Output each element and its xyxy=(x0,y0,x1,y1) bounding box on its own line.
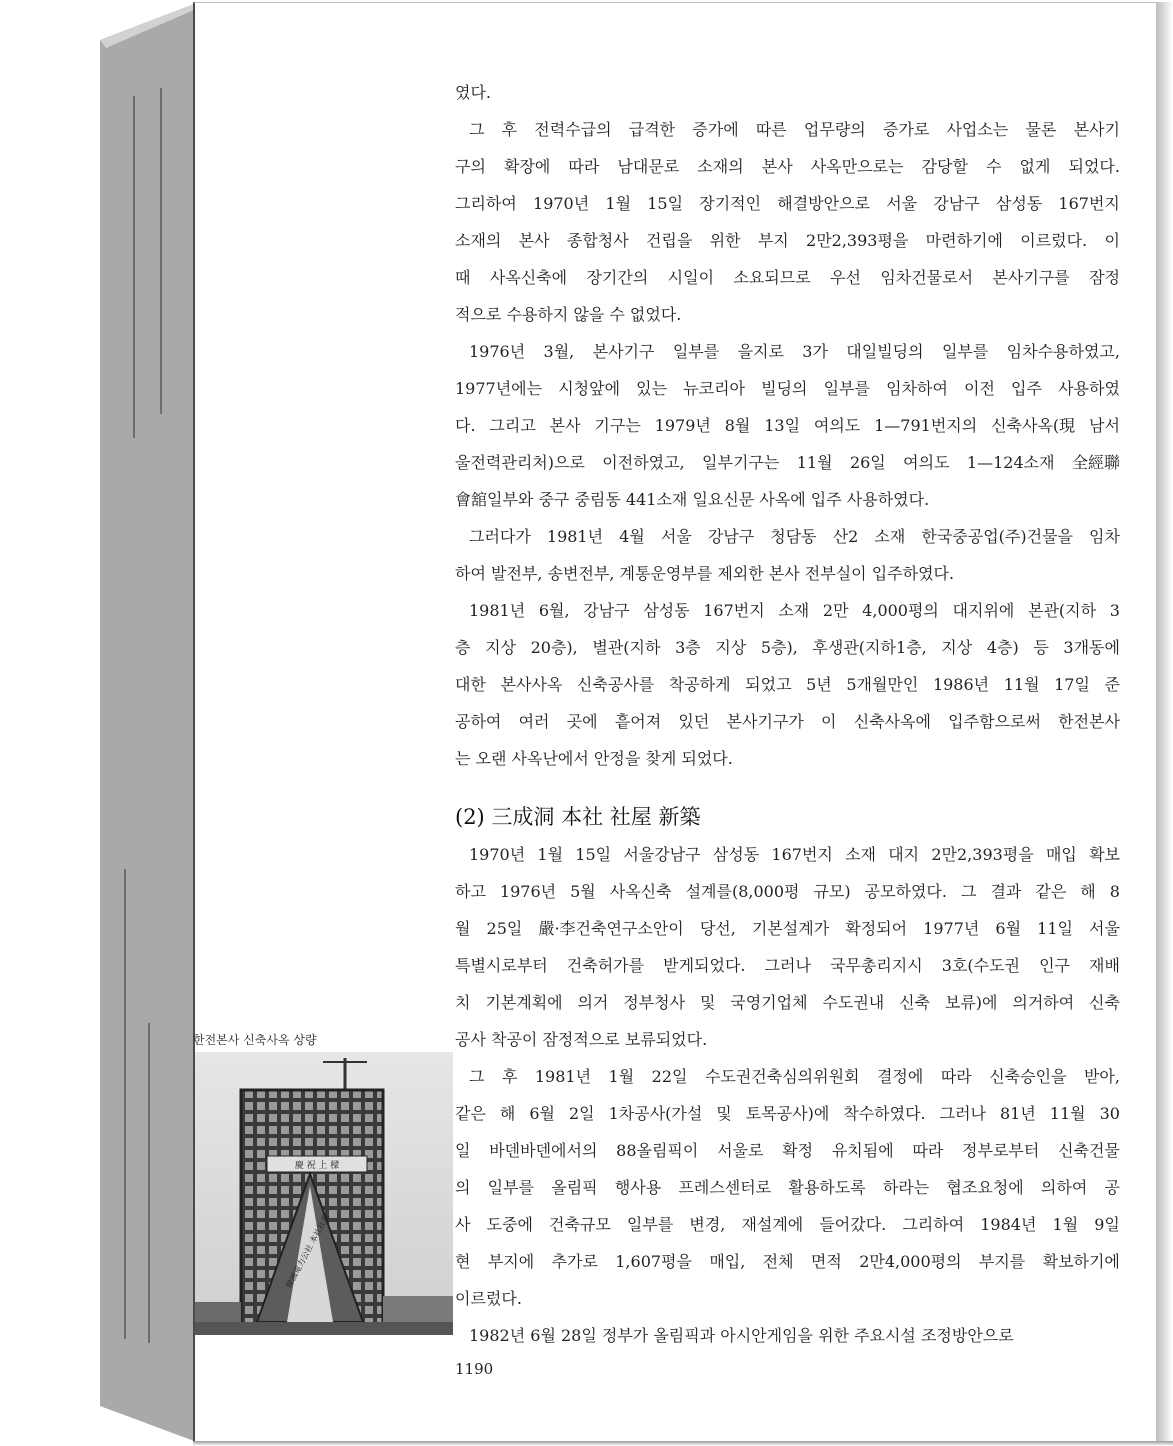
text-line: 였다. xyxy=(455,83,491,102)
photo-upper-banner-text: 慶 祝 上 樑 xyxy=(294,1161,340,1171)
body-text-bottom xyxy=(455,836,1120,1354)
text-line: 월 25일 嚴·李건축연구소안이 당선, 기본설계가 확정되어 1977년 6월 11일 서울 xyxy=(455,919,1120,938)
text-line: 1976년 3월, 본사기구 일부를 을지로 3가 대일빌딩의 일부를 임차수용하였고, xyxy=(469,342,1120,361)
text-line: 공하여 여러 곳에 흩어져 있던 본사기구가 이 신축사옥에 입주함으로써 한전본사 xyxy=(455,712,1120,731)
paragraph xyxy=(455,333,1120,518)
text-line: 소재의 본사 종합청사 건립을 위한 부지 2만2,393평을 마련하기에 이르렀다. 이 xyxy=(455,231,1120,250)
spine-edge-line xyxy=(124,869,126,1339)
building-construction-photo xyxy=(195,1052,453,1335)
text-line: 1977년에는 시청앞에 있는 뉴코리아 빌딩의 일부를 임차하여 이전 입주 사용하였 xyxy=(455,379,1120,398)
text-line: 이르렀다. xyxy=(455,1289,522,1308)
spine-edge-line xyxy=(133,96,135,438)
page-shadow-right xyxy=(1156,2,1173,1444)
text-line: 사 도중에 건축규모 일부를 변경, 재설계에 들어갔다. 그리하여 1984년 1월 9일 xyxy=(455,1215,1120,1234)
paragraph xyxy=(455,1317,1120,1354)
photo-banner-text: 韓國電力公社 本社社屋 xyxy=(284,1212,332,1290)
text-line: 하여 발전부, 송변전부, 계통운영부를 제외한 본사 전부실이 입주하였다. xyxy=(455,564,955,583)
text-line: 1982년 6월 28일 정부가 올림픽과 아시안게임을 위한 주요시설 조정방안으로 xyxy=(469,1326,1014,1345)
paragraph xyxy=(455,74,1120,111)
text-line: 는 오랜 사옥난에서 안정을 찾게 되었다. xyxy=(455,749,733,768)
text-line: 일 바덴바덴에서의 88올림픽이 서울로 확정 유치됨에 따라 정부로부터 신축건물 xyxy=(455,1141,1120,1160)
text-line: 會舘일부와 중구 중림동 441소재 일요신문 사옥에 입주 사용하였다. xyxy=(455,490,930,509)
text-line: 때 사옥신축에 장기간의 시일이 소요되므로 우선 임차건물로서 본사기구를 잠정 xyxy=(455,268,1120,287)
text-line: 그러다가 1981년 4월 서울 강남구 청담동 산2 소재 한국중공업(주)건물을 임차 xyxy=(469,527,1120,546)
text-line: 적으로 수용하지 않을 수 없었다. xyxy=(455,305,682,324)
text-line: 의 일부를 올림픽 행사용 프레스센터로 활용하도록 하라는 협조요청에 의하여 공 xyxy=(455,1178,1120,1197)
paragraph xyxy=(455,592,1120,777)
text-line: 그리하여 1970년 1월 15일 장기적인 해결방안으로 서울 강남구 삼성동 167번지 xyxy=(455,194,1120,213)
text-line: 울전력관리처)으로 이전하였고, 일부기구는 11월 26일 여의도 1—124소재 全經聯 xyxy=(455,453,1120,472)
text-line: 치 기본계획에 의거 정부청사 및 국영기업체 수도권내 신축 보류)에 의거하여 신축 xyxy=(455,993,1120,1012)
building-photo-image xyxy=(195,1052,453,1335)
paragraph xyxy=(455,836,1120,1058)
text-line: 하고 1976년 5월 사옥신축 설계를(8,000평 규모) 공모하였다. 그 결과 같은 해 8 xyxy=(455,882,1120,901)
text-line: 층 지상 20층), 별관(지하 3층 지상 5층), 후생관(지하1층, 지상 4층) 등 3개동에 xyxy=(455,638,1120,657)
paragraph xyxy=(455,111,1120,333)
body-text-top xyxy=(455,74,1120,777)
text-line: 그 후 전력수급의 급격한 증가에 따른 업무량의 증가로 사업소는 물론 본사기 xyxy=(469,120,1120,139)
text-line: 그 후 1981년 1월 22일 수도권건축심의위원회 결정에 따라 신축승인을 받아, xyxy=(469,1067,1120,1086)
text-line: 구의 확장에 따라 남대문로 소재의 본사 사옥만으로는 감당할 수 없게 되었다. xyxy=(455,157,1120,176)
spine-edge-line xyxy=(148,1023,150,1343)
section-heading: (2) 三成洞 本社 社屋 新築 xyxy=(455,805,701,829)
text-line: 대한 본사사옥 신축공사를 착공하게 되었고 5년 5개월만인 1986년 11월 17일 준 xyxy=(455,675,1120,694)
text-line: 특별시로부터 건축허가를 받게되었다. 그러나 국무총리지시 3호(수도권 인구 재배 xyxy=(455,956,1120,975)
paragraph xyxy=(455,1058,1120,1317)
spine-edge-line xyxy=(160,88,162,414)
text-line: 다. 그리고 본사 기구는 1979년 8월 13일 여의도 1—791번지의 신축사옥(現 남서 xyxy=(455,416,1120,435)
text-line: 공사 착공이 잠정적으로 보류되었다. xyxy=(455,1030,708,1049)
text-line: 1981년 6월, 강남구 삼성동 167번지 소재 2만 4,000평의 대지위에 본관(지하 3 xyxy=(469,601,1120,620)
page-shadow-bottom xyxy=(193,1441,1173,1446)
text-line: 같은 해 6월 2일 1차공사(가설 및 토목공사)에 착수하였다. 그러나 81년 11월 30 xyxy=(455,1104,1120,1123)
photo-caption: 한전본사 신축사옥 상량 xyxy=(193,1033,317,1047)
text-line: 1970년 1월 15일 서울강남구 삼성동 167번지 소재 대지 2만2,393평을 매입 확보 xyxy=(469,845,1120,864)
page-number: 1190 xyxy=(455,1360,494,1378)
book-spine xyxy=(100,4,194,1441)
text-line: 현 부지에 추가로 1,607평을 매입, 전체 면적 2만4,000평의 부지를 확보하기에 xyxy=(455,1252,1120,1271)
paragraph xyxy=(455,518,1120,592)
